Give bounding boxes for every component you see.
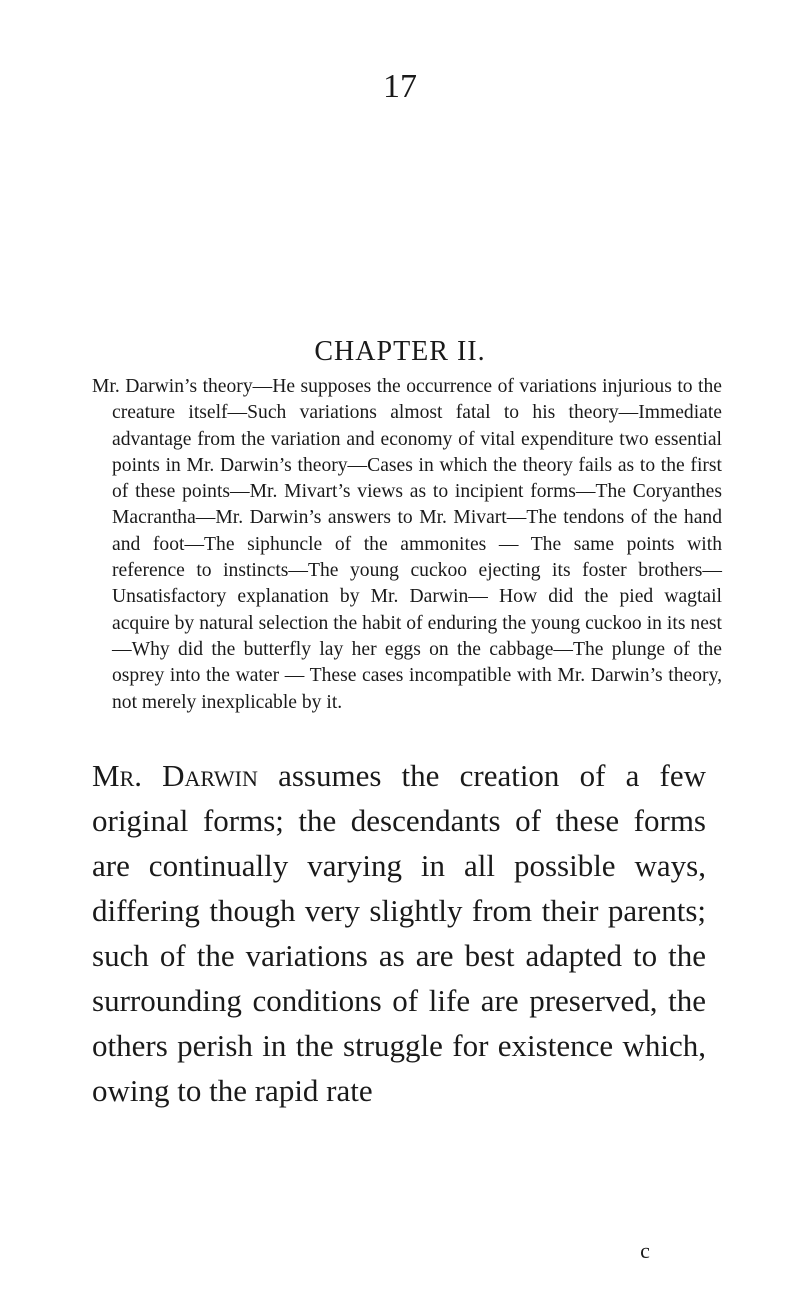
chapter-summary: Mr. Darwin’s theory—He supposes the occurrence of variations injurious to the creature itself—Such variations almost fatal to his theory—Immediate advantage from the variation and economy of vital expenditure two essential points in Mr. Darwin’s theory—Cases in which the theory fails as to the first of these points—Mr. Mivart’s views as to incipient forms—The Coryanthes Macrantha—Mr. Darwin’s answers to Mr. Mivart—The tendons of the hand and foot—The siphuncle of the ammonites — The same points with reference to instincts—The young cuckoo ejecting its foster brothers—Unsatisfactory explanation by Mr. Darwin— How did the pied wagtail acquire by natural selection the habit of enduring the young cuckoo in its nest—Why did the butterfly lay her eggs on the cabbage—The plunge of the osprey into the water — These cases incompatible with Mr. Darwin’s theory, not merely inexplicable by it. [92, 376, 722, 713]
page-number: 17 [383, 68, 417, 105]
body-opening-smallcaps: Mr. Darwin [92, 758, 258, 793]
body-paragraph-text: assumes the creation of a few original forms; the descendants of these forms are continually varying in all possible ways, differing though very slightly from their parents; such of the variations as are best adapted to the surrounding conditions of life are preserved, the others perish in the struggle for existence which, owing to the rapid rate [92, 758, 707, 1108]
body-paragraph [92, 753, 706, 1113]
signature-mark: c [640, 1238, 650, 1263]
chapter-title: CHAPTER II. [314, 336, 486, 367]
